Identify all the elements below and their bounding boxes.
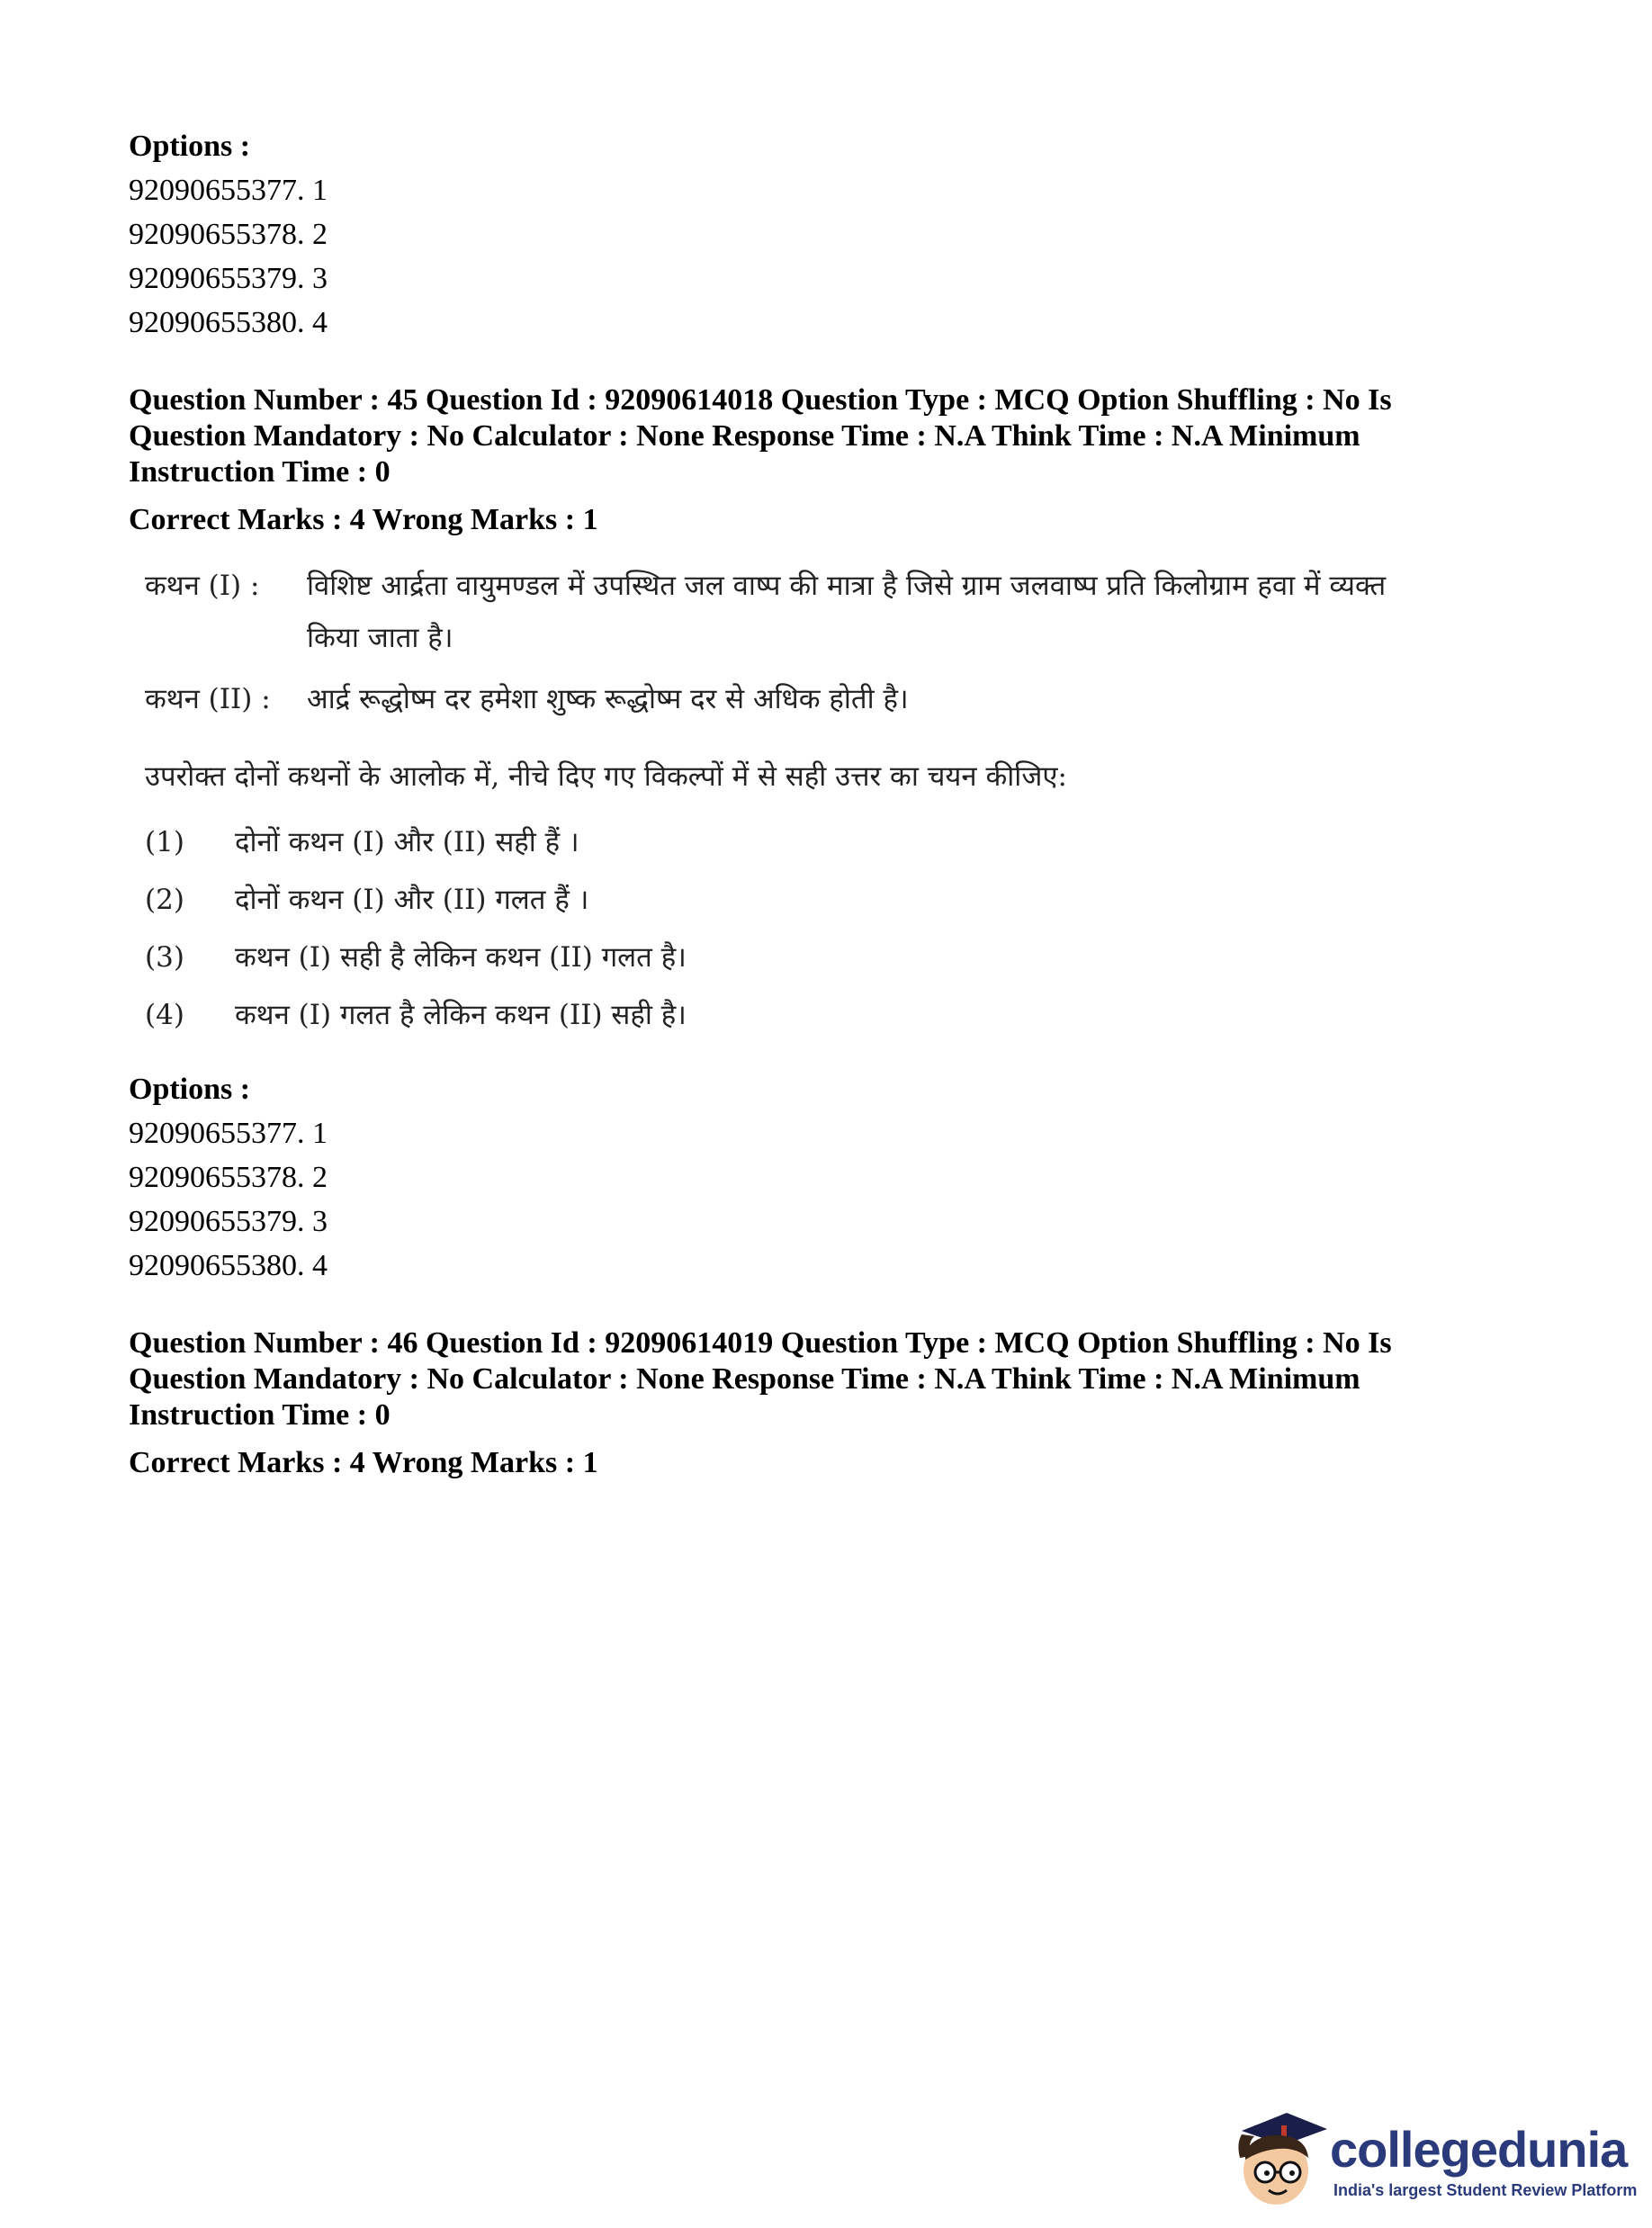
choice-text: दोनों कथन (I) और (II) गलत हैं । bbox=[235, 884, 589, 916]
statement-label: कथन (II) : bbox=[145, 683, 271, 715]
question-header: Instruction Time : 0 bbox=[129, 1398, 391, 1432]
option-item: 92090655379. 3 bbox=[129, 262, 328, 295]
choice-text: कथन (I) सही है लेकिन कथन (II) गलत है। bbox=[235, 941, 687, 974]
choice-number: (4) bbox=[145, 999, 184, 1031]
option-item: 92090655380. 4 bbox=[129, 1249, 328, 1282]
document-page bbox=[129, 124, 1532, 1485]
question-header: Question Number : 46 Question Id : 92090614019 Question Type : MCQ Option Shuffling : No Is bbox=[129, 1326, 1392, 1360]
question-46 bbox=[129, 1325, 1532, 1485]
option-item: 92090655377. 1 bbox=[129, 1117, 328, 1150]
statement-1 bbox=[145, 560, 1405, 664]
statement-text: विशिष्ट आर्द्रता वायुमण्डल में उपस्थित जल वाष्प की मात्रा है जिसे ग्राम जलवाष्प प्रति किलोग्राम हवा में व्यक्त किया जाता है। bbox=[307, 570, 1387, 654]
option-item: 92090655380. 4 bbox=[129, 306, 328, 339]
brand-tagline: India's largest Student Review Platform bbox=[1333, 2181, 1638, 2199]
options-heading: Options : bbox=[129, 1073, 251, 1106]
statement-label: कथन (I) : bbox=[145, 570, 260, 602]
choice-number: (3) bbox=[145, 941, 184, 974]
question-header: Question Number : 45 Question Id : 92090614018 Question Type : MCQ Option Shuffling : No Is bbox=[129, 383, 1392, 417]
question-marks: Correct Marks : 4 Wrong Marks : 1 bbox=[129, 503, 598, 536]
question-body bbox=[145, 560, 1405, 1044]
statement-2 bbox=[145, 673, 1405, 725]
brand-name: collegedunia bbox=[1330, 2121, 1628, 2178]
option-item: 92090655378. 2 bbox=[129, 218, 328, 251]
choice-text: कथन (I) गलत है लेकिन कथन (II) सही है। bbox=[235, 999, 687, 1031]
choice-item bbox=[145, 986, 1405, 1044]
question-instruction: उपरोक्त दोनों कथनों के आलोक में, नीचे दिए गए विकल्पों में से सही उत्तर का चयन कीजिए: bbox=[145, 760, 1067, 793]
choice-item bbox=[145, 813, 1405, 871]
option-item: 92090655378. 2 bbox=[129, 1161, 328, 1194]
collegedunia-logo bbox=[1224, 2104, 1638, 2212]
choice-item bbox=[145, 871, 1405, 929]
question-header: Instruction Time : 0 bbox=[129, 455, 391, 489]
choice-number: (2) bbox=[145, 884, 184, 916]
option-item: 92090655379. 3 bbox=[129, 1205, 328, 1238]
mascot-icon bbox=[1224, 2104, 1332, 2212]
option-item: 92090655377. 1 bbox=[129, 174, 328, 207]
question-header: Question Mandatory : No Calculator : None Response Time : N.A Think Time : N.A Minimum bbox=[129, 419, 1360, 453]
question-marks: Correct Marks : 4 Wrong Marks : 1 bbox=[129, 1446, 598, 1479]
statement-text: आर्द्र रूद्धोष्म दर हमेशा शुष्क रूद्धोष्म दर से अधिक होती है। bbox=[307, 683, 909, 715]
question-header: Question Mandatory : No Calculator : None Response Time : N.A Think Time : N.A Minimum bbox=[129, 1362, 1360, 1396]
choice-list bbox=[145, 813, 1405, 1044]
question-45 bbox=[129, 382, 1532, 1288]
choice-text: दोनों कथन (I) और (II) सही हैं । bbox=[235, 826, 579, 858]
choice-item bbox=[145, 929, 1405, 986]
choice-number: (1) bbox=[145, 826, 184, 858]
options-heading: Options : bbox=[129, 130, 251, 163]
